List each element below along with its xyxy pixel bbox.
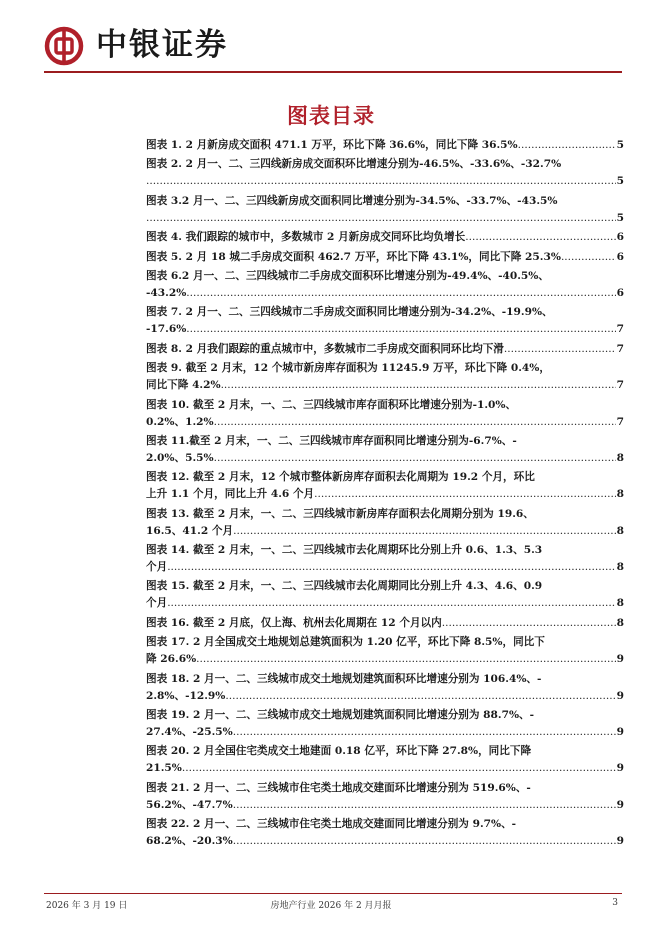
toc-leader-dots [233,797,616,814]
toc-entry-text: 图表 7. 2 月一、二、三四线城市二手房成交面积同比增速分别为-34.2%、-19.9%、 [146,306,553,319]
toc-entry-text: 21.5% [146,762,182,775]
toc-leader-dots [233,523,616,540]
toc-leader-dots [146,210,616,227]
toc-page-number: 5 [616,211,624,224]
toc-entry-text: 0.2%、1.2% [146,415,214,428]
toc-entry-text: 2.0%、5.5% [146,451,214,464]
toc-leader-dots [561,249,616,266]
toc-entry-text: 图表 3.2 月一、二、三四线新房成交面积同比增速分别为-34.5%、-33.7%、-43.5% [146,194,558,207]
toc-page-number: 6 [616,250,624,263]
toc-entry-text: 个月 [146,561,168,574]
toc-entry-text: 上升 1.1 个月，同比上升 4.6 个月 [146,488,315,501]
header-divider [44,71,622,73]
toc-page-number: 9 [616,653,624,666]
toc-entry[interactable] [146,193,624,227]
toc-entry[interactable] [146,615,624,632]
toc-page-number: 9 [616,835,624,848]
toc-page-number: 6 [616,286,624,299]
toc-entry-text: 图表 6.2 月一、二、三四线城市二手房成交面积环比增速分别为-49.4%、-40.5%、 [146,269,549,282]
footer-divider [44,893,622,894]
toc-leader-dots [465,229,615,246]
toc-entry[interactable] [146,433,624,467]
toc-entry[interactable] [146,506,624,540]
toc-entry-text: 图表 21. 2 月一、二、三线城市住宅类土地成交建面环比增速分别为 519.6%、- [146,781,531,794]
toc-entry[interactable] [146,341,624,358]
toc-page-number: 9 [616,689,624,702]
toc-entry-text: 同比下降 4.2% [146,379,221,392]
toc-entry-text: 图表 4. 我们跟踪的城市中，多数城市 2 月新房成交同环比均负增长 [146,231,466,244]
toc-leader-dots [196,651,615,668]
toc-leader-dots [233,724,616,741]
toc-leader-dots [314,486,615,503]
toc-page-number: 5 [616,139,624,151]
toc-page-number: 7 [616,323,624,336]
toc-entry-text: 2.8%、-12.9% [146,689,226,702]
toc-list [146,137,624,853]
toc-leader-dots [221,377,616,394]
toc-page-number: 9 [616,762,624,775]
toc-entry[interactable] [146,156,624,190]
toc-entry-text: 图表 18. 2 月一、二、三线城市成交土地规划建筑面积环比增速分别为 106.4%、- [146,672,542,685]
toc-entry[interactable] [146,542,624,576]
toc-page-number: 8 [616,451,624,464]
toc-entry[interactable] [146,816,624,850]
toc-title: 图表目录 [287,104,375,128]
toc-page-number: 8 [616,561,624,574]
report-header [44,20,624,72]
toc-entry-text: 图表 11.截至 2 月末，一、二、三四线城市库存面积同比增速分别为-6.7%、- [146,434,517,447]
toc-leader-dots [504,341,616,358]
toc-entry-text: 图表 16. 截至 2 月底，仅上海、杭州去化周期在 12 个月以内 [146,616,442,629]
toc-entry[interactable] [146,137,624,154]
toc-entry-text: 图表 17. 2 月全国成交土地规划总建筑面积为 1.20 亿平，环比下降 8.5%，同比下 [146,636,545,649]
brand-name: 中银证券 [96,27,228,63]
toc-leader-dots [214,450,616,467]
footer-report-title: 房地产行业 2026 年 2 月月报 [270,901,392,911]
toc-page-number: 7 [616,415,624,428]
toc-entry[interactable] [146,249,624,266]
toc-entry-text: 降 26.6% [146,653,197,666]
toc-entry[interactable] [146,268,624,302]
toc-entry-text: 16.5、41.2 个月 [146,524,234,537]
footer-date: 2026 年 3 月 19 日 [46,901,128,911]
toc-entry[interactable] [146,304,624,338]
toc-leader-dots [186,285,615,302]
toc-page-number: 7 [616,342,624,355]
toc-page-number: 7 [616,379,624,392]
toc-leader-dots [233,833,616,850]
toc-entry-text: 27.4%、-25.5% [146,726,233,739]
toc-entry-text: 个月 [146,597,168,610]
toc-entry-text: 图表 15. 截至 2 月末，一、二、三四线城市去化周期同比分别上升 4.3、4.6、0.9 [146,580,543,593]
toc-entry[interactable] [146,671,624,705]
toc-entry-text: 图表 22. 2 月一、二、三线城市住宅类土地成交建面同比增速分别为 9.7%、- [146,818,517,831]
toc-entry-text: 图表 20. 2 月全国住宅类成交土地建面 0.18 亿平，环比下降 27.8%，同比下降 [146,745,532,758]
toc-leader-dots [182,760,616,777]
toc-page-number: 5 [616,175,624,188]
toc-leader-dots [186,321,615,338]
toc-page-number: 8 [616,524,624,537]
toc-leader-dots [214,414,616,431]
toc-entry-text: 图表 5. 2 月 18 城二手房成交面积 462.7 万平，环比下降 43.1%，同比下降 25.3% [146,250,561,263]
toc-entry-text: 56.2%、-47.7% [146,798,233,811]
toc-entry-text: 图表 9. 截至 2 月末，12 个城市新房库存面积为 11245.9 万平，环比下降 0.4%， [146,362,550,375]
toc-entry-text: 图表 13. 截至 2 月末，一、二、三四线城市新房库存面积去化周期分别为 19.6、 [146,507,534,520]
toc-page-number: 6 [616,231,624,244]
toc-entry[interactable] [146,634,624,668]
toc-entry-text: 68.2%、-20.3% [146,835,233,848]
toc-entry-text: 图表 12. 截至 2 月末，12 个城市整体新房库存面积去化周期为 19.2 个月，环比 [146,471,535,484]
toc-entry[interactable] [146,743,624,777]
bank-of-china-logo-icon [44,26,84,66]
toc-entry-text: 图表 8. 2 月我们跟踪的重点城市中，多数城市二手房成交面积同环比均下滑 [146,342,504,355]
toc-leader-dots [225,688,615,705]
toc-entry[interactable] [146,360,624,394]
toc-leader-dots [167,595,615,612]
toc-leader-dots [167,559,615,576]
toc-entry[interactable] [146,469,624,503]
toc-entry[interactable] [146,780,624,814]
toc-leader-dots [146,173,616,190]
toc-page-number: 8 [616,616,624,629]
toc-entry[interactable] [146,578,624,612]
toc-page-number: 8 [616,488,624,501]
toc-entry-text: -17.6% [146,323,187,336]
toc-entry-text: 图表 1. 2 月新房成交面积 471.1 万平，环比下降 36.6%，同比下降 36.5% [146,139,518,151]
toc-entry[interactable] [146,397,624,431]
toc-entry-text: 图表 10. 截至 2 月末，一、二、三四线城市库存面积环比增速分别为-1.0%、 [146,398,517,411]
toc-entry-text: 图表 14. 截至 2 月末，一、二、三四线城市去化周期环比分别上升 0.6、1.3、5.3 [146,544,543,557]
toc-entry[interactable] [146,229,624,246]
footer-page-number: 3 [612,898,618,908]
toc-page-number: 8 [616,597,624,610]
toc-entry-text: -43.2% [146,286,187,299]
toc-entry-text: 图表 19. 2 月一、二、三线城市成交土地规划建筑面积同比增速分别为 88.7%、- [146,709,535,722]
toc-page-number: 9 [616,798,624,811]
toc-entry[interactable] [146,707,624,741]
toc-leader-dots [442,615,616,632]
toc-page-number: 9 [616,726,624,739]
toc-leader-dots [518,137,616,154]
toc-entry-text: 图表 2. 2 月一、二、三四线新房成交面积环比增速分别为-46.5%、-33.6%、-32.7% [146,158,562,171]
